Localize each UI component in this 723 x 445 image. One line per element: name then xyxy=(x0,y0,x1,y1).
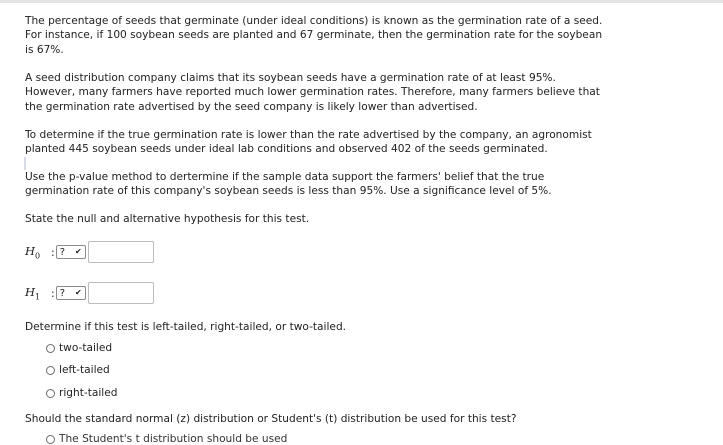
chevron-down-icon: ✔ xyxy=(75,247,82,256)
option-two-tailed[interactable] xyxy=(46,342,112,354)
null-hypothesis-operator-select[interactable] xyxy=(56,245,86,259)
option-right-tailed[interactable] xyxy=(46,387,118,399)
option-label: The Student's t distribution should be used xyxy=(59,433,288,445)
null-hypothesis-value-input[interactable] xyxy=(88,241,154,263)
null-operator-value: ? xyxy=(59,246,66,258)
null-hypothesis-colon: : xyxy=(51,245,55,259)
null-hypothesis-row xyxy=(25,241,154,263)
distribution-question: Should the standard normal (z) distribution or Student's (t) distribution be used for this test? xyxy=(25,413,517,425)
radio-button[interactable] xyxy=(46,344,55,353)
radio-button[interactable] xyxy=(46,389,55,398)
intro-paragraph: The percentage of seeds that germinate (under ideal conditions) is known as the germination rate of a seed. For instance, if 100 soybean seeds are planted and 67 germinate, then the germination rate for the soybean is 67%. xyxy=(25,15,603,56)
alt-hypothesis-row xyxy=(25,282,154,304)
option-student-t[interactable] xyxy=(46,433,287,445)
null-hypothesis-label: $H_0$ xyxy=(25,243,41,261)
alt-hypothesis-value-input[interactable] xyxy=(88,282,154,304)
focus-marker xyxy=(24,157,26,170)
top-divider xyxy=(0,0,723,3)
chevron-down-icon: ✔ xyxy=(75,288,82,297)
radio-button[interactable] xyxy=(46,435,55,444)
company-claim-paragraph: A seed distribution company claims that its soybean seeds have a germination rate of at least 95%. However, many farmers have reported much lower germination rates. Therefore, many farmers believe that the germination rate advertised by the seed company is likely lower than advertised. xyxy=(25,72,600,113)
alt-operator-value: ? xyxy=(59,287,66,299)
hypothesis-prompt: State the null and alternative hypothesis for this test. xyxy=(25,213,310,225)
option-label: right-tailed xyxy=(59,387,118,399)
option-left-tailed[interactable] xyxy=(46,364,110,376)
alt-hypothesis-label: $H_1$ xyxy=(25,284,41,302)
experiment-paragraph: To determine if the true germination rate is lower than the rate advertised by the company, an agronomist planted 445 soybean seeds under ideal lab conditions and observed 402 of the seeds germinated. xyxy=(25,129,592,156)
option-label: left-tailed xyxy=(59,364,110,376)
alt-hypothesis-colon: : xyxy=(51,286,55,300)
tail-question: Determine if this test is left-tailed, right-tailed, or two-tailed. xyxy=(25,321,347,333)
instructions-paragraph: Use the p-value method to dertermine if the sample data support the farmers' belief that the true germination rate of this company's soybean seeds is less than 95%. Use a significance level of 5%. xyxy=(25,171,552,198)
radio-button[interactable] xyxy=(46,366,55,375)
alt-hypothesis-operator-select[interactable] xyxy=(56,286,86,300)
option-label: two-tailed xyxy=(59,342,113,354)
